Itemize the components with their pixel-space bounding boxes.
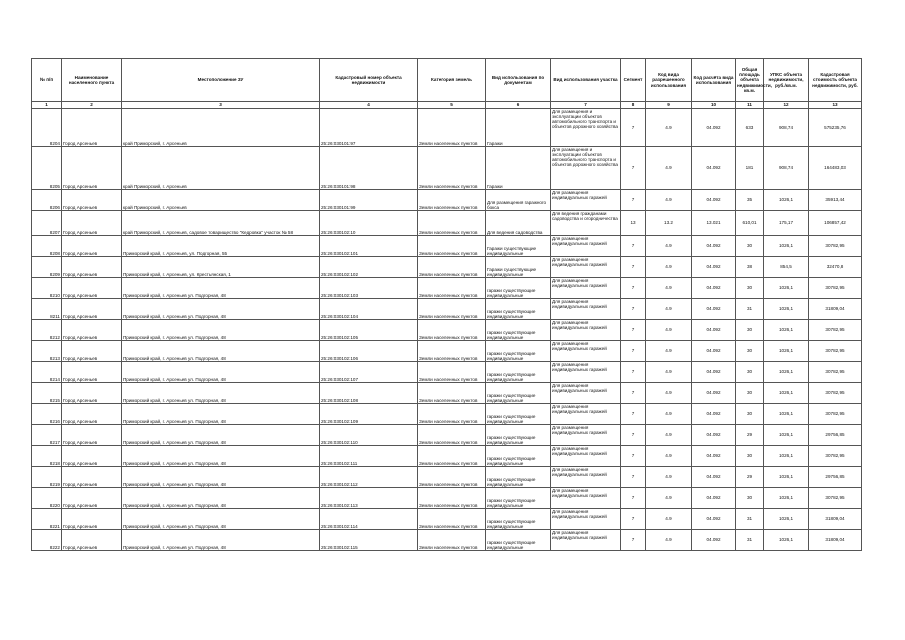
row-number-cell: 8222 (32, 530, 62, 551)
calc-code-cell: 04.092 (692, 341, 736, 362)
cadastral-number-cell: 25:26:030102:104 (320, 299, 418, 320)
doc-use-cell: Гаражи (486, 109, 551, 147)
table-row (32, 509, 862, 530)
cadastral-number-cell: 25:26:030102:105 (320, 320, 418, 341)
settlement-cell: Город Арсеньев (62, 509, 122, 530)
column-header-1: № п/п (32, 59, 62, 102)
location-cell: Приморский край, г. Арсеньев ул. Подгорная, 48 (122, 320, 320, 341)
segment-cell: 7 (621, 190, 646, 211)
doc-use-cell: гаражи существующие индивидуальные (486, 278, 551, 299)
use-code-cell: 4.9 (646, 362, 692, 383)
use-code-cell: 4.9 (646, 257, 692, 278)
calc-code-cell: 04.092 (692, 446, 736, 467)
calc-code-cell: 04.092 (692, 383, 736, 404)
row-number-cell: 8219 (32, 467, 62, 488)
row-number-cell: 8214 (32, 362, 62, 383)
cadastral-table-sheet (31, 58, 861, 551)
row-number-cell: 8205 (32, 147, 62, 190)
settlement-cell: Город Арсеньев (62, 425, 122, 446)
plot-use-cell: Для размещения индивидуальных гаражей (551, 257, 621, 278)
segment-cell: 7 (621, 530, 646, 551)
cadastral-cost-cell: 29756,85 (809, 425, 862, 446)
plot-use-cell: Для размещения индивидуальных гаражей (551, 446, 621, 467)
table-row (32, 147, 862, 190)
use-code-cell: 4.9 (646, 488, 692, 509)
row-number-cell: 8204 (32, 109, 62, 147)
land-category-cell: Земли населенных пунктов (418, 236, 486, 257)
cadastral-number-cell: 25:26:030101:98 (320, 147, 418, 190)
table-row (32, 190, 862, 211)
location-cell: Приморский край, г. Арсеньев ул. Подгорная, 48 (122, 488, 320, 509)
segment-cell: 7 (621, 404, 646, 425)
table-row (32, 467, 862, 488)
column-header-4: Кадастровый номер объекта недвижимости (320, 59, 418, 102)
upks-cell: 1026,1 (764, 446, 809, 467)
column-header-13: Кадастровая стоимость объекта недвижимости, руб. (809, 59, 862, 102)
table-row (32, 299, 862, 320)
cadastral-cost-cell: 30782,95 (809, 236, 862, 257)
row-number-cell: 8216 (32, 404, 62, 425)
column-header-11: Общая площадь объекта недвижимости, кв.м. (736, 59, 764, 102)
land-category-cell: Земли населенных пунктов (418, 362, 486, 383)
calc-code-cell: 04.092 (692, 190, 736, 211)
settlement-cell: Город Арсеньев (62, 147, 122, 190)
cadastral-cost-cell: 30782,95 (809, 383, 862, 404)
plot-use-cell: Для размещения индивидуальных гаражей (551, 320, 621, 341)
column-number-6: 6 (486, 102, 551, 109)
row-number-cell: 8218 (32, 446, 62, 467)
land-category-cell: Земли населенных пунктов (418, 190, 486, 211)
doc-use-cell: Гаражи (486, 147, 551, 190)
cadastral-cost-cell: 31809,04 (809, 509, 862, 530)
column-number-10: 10 (692, 102, 736, 109)
use-code-cell: 13.2 (646, 211, 692, 236)
calc-code-cell: 04.092 (692, 320, 736, 341)
cadastral-number-cell: 25:26:030102:10 (320, 211, 418, 236)
column-header-2: Наименование населенного пункта (62, 59, 122, 102)
land-category-cell: Земли населенных пунктов (418, 109, 486, 147)
segment-cell: 7 (621, 362, 646, 383)
land-category-cell: Земли населенных пунктов (418, 341, 486, 362)
cadastral-number-cell: 25:26:030102:101 (320, 236, 418, 257)
land-category-cell: Земли населенных пунктов (418, 383, 486, 404)
settlement-cell: Город Арсеньев (62, 211, 122, 236)
plot-use-cell: Для размещения индивидуальных гаражей (551, 362, 621, 383)
area-cell: 30 (736, 446, 764, 467)
doc-use-cell: Для размещения гаражного бокса (486, 190, 551, 211)
doc-use-cell: гаражи существующие индивидуальные (486, 425, 551, 446)
cadastral-cost-cell: 30782,95 (809, 404, 862, 425)
table-row (32, 383, 862, 404)
segment-cell: 7 (621, 383, 646, 404)
table-row (32, 425, 862, 446)
segment-cell: 7 (621, 236, 646, 257)
cadastral-number-cell: 25:26:030102:103 (320, 278, 418, 299)
use-code-cell: 4.9 (646, 190, 692, 211)
doc-use-cell: гаражи существующие индивидуальные (486, 383, 551, 404)
area-cell: 30 (736, 236, 764, 257)
cadastral-cost-cell: 30782,95 (809, 362, 862, 383)
segment-cell: 7 (621, 320, 646, 341)
doc-use-cell: гаражи существующие индивидуальные (486, 530, 551, 551)
calc-code-cell: 04.092 (692, 278, 736, 299)
area-cell: 38 (736, 257, 764, 278)
area-cell: 31 (736, 509, 764, 530)
table-row (32, 446, 862, 467)
cadastral-cost-cell: 30782,95 (809, 278, 862, 299)
calc-code-cell: 04.092 (692, 147, 736, 190)
cadastral-number-cell: 25:26:030102:108 (320, 383, 418, 404)
settlement-cell: Город Арсеньев (62, 341, 122, 362)
table-row (32, 278, 862, 299)
column-number-5: 5 (418, 102, 486, 109)
settlement-cell: Город Арсеньев (62, 257, 122, 278)
plot-use-cell: Для размещения индивидуальных гаражей (551, 341, 621, 362)
cadastral-number-cell: 25:26:030102:107 (320, 362, 418, 383)
settlement-cell: Город Арсеньев (62, 320, 122, 341)
column-number-8: 8 (621, 102, 646, 109)
area-cell: 31 (736, 299, 764, 320)
column-header-7: Вид использования участка (551, 59, 621, 102)
use-code-cell: 4.9 (646, 509, 692, 530)
area-cell: 30 (736, 278, 764, 299)
plot-use-cell: Для размещения индивидуальных гаражей (551, 404, 621, 425)
row-number-cell: 8220 (32, 488, 62, 509)
row-number-cell: 8211 (32, 299, 62, 320)
location-cell: Приморский край, г. Арсеньев ул. Подгорная, 48 (122, 509, 320, 530)
row-number-cell: 8207 (32, 211, 62, 236)
segment-cell: 7 (621, 341, 646, 362)
area-cell: 181 (736, 147, 764, 190)
cadastral-cost-cell: 29756,85 (809, 467, 862, 488)
doc-use-cell: гаражи существующие индивидуальные (486, 467, 551, 488)
area-cell: 35 (736, 190, 764, 211)
calc-code-cell: 13.021 (692, 211, 736, 236)
doc-use-cell: гаражи существующие индивидуальные (486, 341, 551, 362)
segment-cell: 7 (621, 109, 646, 147)
upks-cell: 1026,1 (764, 530, 809, 551)
settlement-cell: Город Арсеньев (62, 278, 122, 299)
plot-use-cell: Для размещения индивидуальных гаражей (551, 383, 621, 404)
plot-use-cell: Для размещения индивидуальных гаражей (551, 530, 621, 551)
cadastral-cost-cell: 30782,95 (809, 446, 862, 467)
table-row (32, 236, 862, 257)
upks-cell: 1026,1 (764, 404, 809, 425)
settlement-cell: Город Арсеньев (62, 190, 122, 211)
segment-cell: 7 (621, 446, 646, 467)
location-cell: край Приморский, г. Арсеньев (122, 147, 320, 190)
doc-use-cell: гаражи существующие индивидуальные (486, 488, 551, 509)
upks-cell: 1026,1 (764, 341, 809, 362)
area-cell: 30 (736, 383, 764, 404)
cadastral-cost-cell: 31809,04 (809, 530, 862, 551)
location-cell: Приморский край, г. Арсеньев ул. Подгорная, 48 (122, 383, 320, 404)
plot-use-cell: Для размещения индивидуальных гаражей (551, 299, 621, 320)
row-number-cell: 8206 (32, 190, 62, 211)
land-category-cell: Земли населенных пунктов (418, 425, 486, 446)
settlement-cell: Город Арсеньев (62, 383, 122, 404)
calc-code-cell: 04.092 (692, 530, 736, 551)
calc-code-cell: 04.092 (692, 299, 736, 320)
doc-use-cell: гаражи существующие индивидуальные (486, 362, 551, 383)
cadastral-number-cell: 25:26:030102:102 (320, 257, 418, 278)
area-cell: 31 (736, 530, 764, 551)
upks-cell: 908,74 (764, 109, 809, 147)
segment-cell: 7 (621, 467, 646, 488)
location-cell: Приморский край, г. Арсеньев ул. Подгорная, 48 (122, 404, 320, 425)
land-category-cell: Земли населенных пунктов (418, 446, 486, 467)
column-number-2: 2 (62, 102, 122, 109)
column-header-10: Код расчёта вида использования (692, 59, 736, 102)
segment-cell: 13 (621, 211, 646, 236)
use-code-cell: 4.9 (646, 278, 692, 299)
cadastral-cost-cell: 164483,03 (809, 147, 862, 190)
use-code-cell: 4.9 (646, 236, 692, 257)
doc-use-cell: Гаражи существующие индивидуальные (486, 236, 551, 257)
upks-cell: 1026,1 (764, 383, 809, 404)
land-category-cell: Земли населенных пунктов (418, 299, 486, 320)
cadastral-cost-cell: 30782,95 (809, 341, 862, 362)
settlement-cell: Город Арсеньев (62, 446, 122, 467)
area-cell: 30 (736, 488, 764, 509)
plot-use-cell: Для размещения индивидуальных гаражей (551, 190, 621, 211)
use-code-cell: 4.9 (646, 109, 692, 147)
location-cell: край Приморский, г. Арсеньев (122, 109, 320, 147)
cadastral-cost-cell: 106857,42 (809, 211, 862, 236)
column-header-12: УПКС объекта недвижимости, руб./кв.м. (764, 59, 809, 102)
cadastral-number-cell: 25:26:030101:99 (320, 190, 418, 211)
column-header-8: Сегмент (621, 59, 646, 102)
row-number-cell: 8210 (32, 278, 62, 299)
doc-use-cell: гаражи существующие индивидуальные (486, 446, 551, 467)
plot-use-cell: Для ведения гражданами садоводства и огородничества (551, 211, 621, 236)
land-category-cell: Земли населенных пунктов (418, 147, 486, 190)
upks-cell: 1026,1 (764, 488, 809, 509)
area-cell: 610,01 (736, 211, 764, 236)
segment-cell: 7 (621, 278, 646, 299)
land-category-cell: Земли населенных пунктов (418, 278, 486, 299)
area-cell: 30 (736, 341, 764, 362)
calc-code-cell: 04.092 (692, 425, 736, 446)
land-category-cell: Земли населенных пунктов (418, 467, 486, 488)
segment-cell: 7 (621, 488, 646, 509)
row-number-cell: 8209 (32, 257, 62, 278)
settlement-cell: Город Арсеньев (62, 299, 122, 320)
cadastral-number-cell: 25:26:030102:106 (320, 341, 418, 362)
cadastral-number-cell: 25:26:030102:110 (320, 425, 418, 446)
settlement-cell: Город Арсеньев (62, 467, 122, 488)
segment-cell: 7 (621, 509, 646, 530)
column-number-13: 13 (809, 102, 862, 109)
doc-use-cell: Гаражи существующие индивидуальные (486, 257, 551, 278)
cadastral-number-cell: 25:26:030102:111 (320, 446, 418, 467)
plot-use-cell: Для размещения индивидуальных гаражей (551, 236, 621, 257)
doc-use-cell: гаражи существующие индивидуальные (486, 320, 551, 341)
use-code-cell: 4.9 (646, 383, 692, 404)
area-cell: 29 (736, 425, 764, 446)
area-cell: 30 (736, 362, 764, 383)
location-cell: Приморский край, г. Арсеньев ул. Подгорная, 48 (122, 446, 320, 467)
calc-code-cell: 04.092 (692, 257, 736, 278)
upks-cell: 175,17 (764, 211, 809, 236)
column-number-4: 4 (320, 102, 418, 109)
land-category-cell: Земли населенных пунктов (418, 257, 486, 278)
cadastral-cost-cell: 31809,04 (809, 299, 862, 320)
column-header-6: Вид использования по документам (486, 59, 551, 102)
calc-code-cell: 04.092 (692, 488, 736, 509)
use-code-cell: 4.9 (646, 425, 692, 446)
use-code-cell: 4.9 (646, 404, 692, 425)
use-code-cell: 4.9 (646, 147, 692, 190)
settlement-cell: Город Арсеньев (62, 530, 122, 551)
upks-cell: 908,74 (764, 147, 809, 190)
settlement-cell: Город Арсеньев (62, 404, 122, 425)
doc-use-cell: гаражи существующие индивидуальные (486, 509, 551, 530)
plot-use-cell: Для размещения и эксплуатации объектов автомобильного транспорта и объектов дорожного хозяйства (551, 109, 621, 147)
table-row (32, 257, 862, 278)
location-cell: Приморский край, г. Арсеньев ул. Подгорная, 48 (122, 467, 320, 488)
table-row (32, 404, 862, 425)
plot-use-cell: Для размещения индивидуальных гаражей (551, 278, 621, 299)
upks-cell: 1026,1 (764, 299, 809, 320)
cadastral-number-cell: 25:26:030102:112 (320, 467, 418, 488)
location-cell: Приморский край, г. Арсеньев ул. Подгорная, 48 (122, 299, 320, 320)
upks-cell: 1026,1 (764, 467, 809, 488)
land-category-cell: Земли населенных пунктов (418, 320, 486, 341)
cadastral-cost-cell: 575235,76 (809, 109, 862, 147)
upks-cell: 1026,1 (764, 190, 809, 211)
area-cell: 30 (736, 404, 764, 425)
calc-code-cell: 04.092 (692, 509, 736, 530)
use-code-cell: 4.9 (646, 467, 692, 488)
plot-use-cell: Для размещения индивидуальных гаражей (551, 509, 621, 530)
cadastral-number-cell: 25:26:030102:109 (320, 404, 418, 425)
segment-cell: 7 (621, 257, 646, 278)
location-cell: Приморский край, г. Арсеньев, ул. Крестьянская, 1 (122, 257, 320, 278)
area-cell: 29 (736, 467, 764, 488)
plot-use-cell: Для размещения индивидуальных гаражей (551, 488, 621, 509)
row-number-cell: 8213 (32, 341, 62, 362)
calc-code-cell: 04.092 (692, 467, 736, 488)
column-header-9: Код вида разрешенного использования (646, 59, 692, 102)
upks-cell: 1026,1 (764, 278, 809, 299)
use-code-cell: 4.9 (646, 299, 692, 320)
use-code-cell: 4.9 (646, 446, 692, 467)
settlement-cell: Город Арсеньев (62, 236, 122, 257)
upks-cell: 1026,1 (764, 509, 809, 530)
column-number-11: 11 (736, 102, 764, 109)
use-code-cell: 4.9 (646, 530, 692, 551)
cadastral-cost-cell: 30782,95 (809, 488, 862, 509)
settlement-cell: Город Арсеньев (62, 488, 122, 509)
table-row (32, 211, 862, 236)
calc-code-cell: 04.092 (692, 109, 736, 147)
cadastral-number-cell: 25:26:030102:113 (320, 488, 418, 509)
row-number-cell: 8212 (32, 320, 62, 341)
upks-cell: 854,5 (764, 257, 809, 278)
cadastral-cost-cell: 35913,44 (809, 190, 862, 211)
table-row (32, 362, 862, 383)
settlement-cell: Город Арсеньев (62, 109, 122, 147)
settlement-cell: Город Арсеньев (62, 362, 122, 383)
column-number-row (32, 102, 862, 109)
land-category-cell: Земли населенных пунктов (418, 404, 486, 425)
plot-use-cell: Для размещения индивидуальных гаражей (551, 467, 621, 488)
table-body (32, 109, 862, 551)
location-cell: Приморский край, г. Арсеньев ул. Подгорная, 48 (122, 362, 320, 383)
location-cell: Приморский край, г. Арсеньев ул. Подгорная, 48 (122, 425, 320, 446)
upks-cell: 1026,1 (764, 320, 809, 341)
area-cell: 30 (736, 320, 764, 341)
location-cell: Приморский край, г. Арсеньев ул. Подгорная, 48 (122, 530, 320, 551)
column-number-12: 12 (764, 102, 809, 109)
location-cell: Приморский край, г. Арсеньев ул. Подгорная, 48 (122, 278, 320, 299)
upks-cell: 1026,1 (764, 425, 809, 446)
land-category-cell: Земли населенных пунктов (418, 509, 486, 530)
row-number-cell: 8217 (32, 425, 62, 446)
location-cell: Приморский край, г. Арсеньев, ул. Подгорная, 55 (122, 236, 320, 257)
cadastral-table (31, 58, 862, 551)
calc-code-cell: 04.092 (692, 236, 736, 257)
table-row (32, 530, 862, 551)
row-number-cell: 8215 (32, 383, 62, 404)
column-number-9: 9 (646, 102, 692, 109)
segment-cell: 7 (621, 147, 646, 190)
table-row (32, 109, 862, 147)
header-row (32, 59, 862, 102)
use-code-cell: 4.9 (646, 320, 692, 341)
plot-use-cell: Для размещения и эксплуатации объектов автомобильного транспорта и объектов дорожного хозяйства (551, 147, 621, 190)
cadastral-number-cell: 25:26:030102:115 (320, 530, 418, 551)
use-code-cell: 4.9 (646, 341, 692, 362)
upks-cell: 1026,1 (764, 236, 809, 257)
column-number-1: 1 (32, 102, 62, 109)
land-category-cell: Земли населенных пунктов (418, 211, 486, 236)
area-cell: 633 (736, 109, 764, 147)
segment-cell: 7 (621, 299, 646, 320)
column-header-5: Категория земель (418, 59, 486, 102)
column-number-7: 7 (551, 102, 621, 109)
land-category-cell: Земли населенных пунктов (418, 488, 486, 509)
cadastral-number-cell: 25:26:030101:97 (320, 109, 418, 147)
land-category-cell: Земли населенных пунктов (418, 530, 486, 551)
table-row (32, 341, 862, 362)
location-cell: край Приморский, г. Арсеньев, садовое товарищество "Кедровка" участок № 58 (122, 211, 320, 236)
segment-cell: 7 (621, 425, 646, 446)
table-row (32, 320, 862, 341)
column-header-3: Местоположение ЗУ (122, 59, 320, 102)
upks-cell: 1026,1 (764, 362, 809, 383)
plot-use-cell: Для размещения индивидуальных гаражей (551, 425, 621, 446)
cadastral-number-cell: 25:26:030102:114 (320, 509, 418, 530)
row-number-cell: 8208 (32, 236, 62, 257)
location-cell: край Приморский, г. Арсеньев (122, 190, 320, 211)
doc-use-cell: Для ведения садоводства (486, 211, 551, 236)
doc-use-cell: гаражи существующие индивидуальные (486, 404, 551, 425)
row-number-cell: 8221 (32, 509, 62, 530)
table-row (32, 488, 862, 509)
cadastral-cost-cell: 32470,8 (809, 257, 862, 278)
calc-code-cell: 04.092 (692, 404, 736, 425)
cadastral-cost-cell: 30782,95 (809, 320, 862, 341)
location-cell: Приморский край, г. Арсеньев ул. Подгорная, 48 (122, 341, 320, 362)
calc-code-cell: 04.092 (692, 362, 736, 383)
doc-use-cell: гаражи существующие индивидуальные (486, 299, 551, 320)
column-number-3: 3 (122, 102, 320, 109)
